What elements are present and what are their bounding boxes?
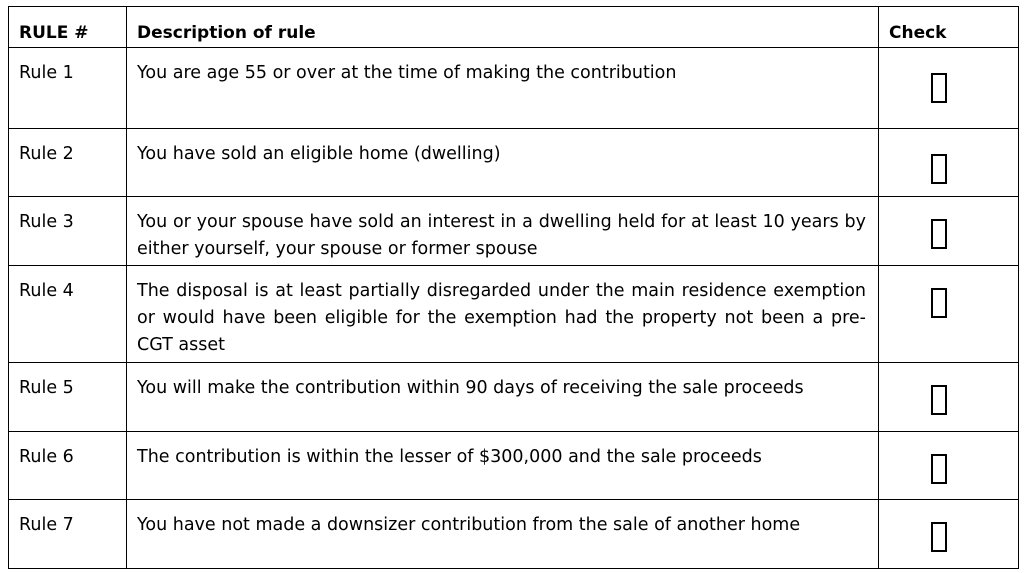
rule-number: Rule 5 (19, 378, 74, 398)
rule-description-cell (127, 48, 879, 129)
table-row (9, 129, 1019, 197)
rule-number: Rule 1 (19, 63, 74, 83)
check-cell (879, 363, 1019, 432)
rule-1-checkbox[interactable] (931, 73, 947, 103)
header-description: Description of rule (127, 7, 879, 48)
check-cell (879, 432, 1019, 500)
rule-description: You or your spouse have sold an interest in a dwelling held for at least 10 years by either yourself, your spouse or former spouse (137, 212, 866, 259)
rule-description: The disposal is at least partially disregarded under the main residence exemption or would have been eligible for the exemption had the property not been a pre-CGT asset (137, 281, 866, 355)
rule-description-cell (127, 363, 879, 432)
rule-description: You will make the contribution within 90 days of receiving the sale proceeds (137, 378, 804, 398)
rule-description-cell (127, 500, 879, 569)
rule-number-cell (9, 48, 127, 129)
rule-4-checkbox[interactable] (931, 288, 947, 318)
rule-number: Rule 3 (19, 212, 74, 232)
header-rule-number: RULE # (9, 7, 127, 48)
table-row (9, 197, 1019, 266)
check-cell (879, 500, 1019, 569)
table-row (9, 432, 1019, 500)
rule-number-cell (9, 197, 127, 266)
rule-number: Rule 7 (19, 515, 74, 535)
rules-table (8, 6, 1019, 569)
table-row (9, 266, 1019, 363)
rule-2-checkbox[interactable] (931, 154, 947, 184)
rule-number-cell (9, 129, 127, 197)
table-row (9, 363, 1019, 432)
check-cell (879, 197, 1019, 266)
rule-7-checkbox[interactable] (931, 522, 947, 552)
table-row (9, 48, 1019, 129)
rule-description-cell (127, 197, 879, 266)
rule-description: You have sold an eligible home (dwelling) (137, 144, 501, 164)
check-cell (879, 129, 1019, 197)
rule-number: Rule 2 (19, 144, 74, 164)
check-cell (879, 266, 1019, 363)
check-cell (879, 48, 1019, 129)
rule-3-checkbox[interactable] (931, 219, 947, 249)
header-check: Check (879, 7, 1019, 48)
rule-description-cell (127, 266, 879, 363)
rule-description: You are age 55 or over at the time of making the contribution (137, 63, 677, 83)
rule-number-cell (9, 432, 127, 500)
table-row (9, 500, 1019, 569)
rule-number-cell (9, 500, 127, 569)
rule-6-checkbox[interactable] (931, 454, 947, 484)
table-header-row (9, 7, 1019, 48)
rule-description-cell (127, 432, 879, 500)
rule-description: You have not made a downsizer contribution from the sale of another home (137, 515, 801, 535)
rule-number: Rule 6 (19, 447, 74, 467)
rule-description: The contribution is within the lesser of $300,000 and the sale proceeds (137, 447, 762, 467)
rule-number-cell (9, 266, 127, 363)
rule-number-cell (9, 363, 127, 432)
rule-5-checkbox[interactable] (931, 385, 947, 415)
rule-description-cell (127, 129, 879, 197)
rule-number: Rule 4 (19, 281, 74, 301)
